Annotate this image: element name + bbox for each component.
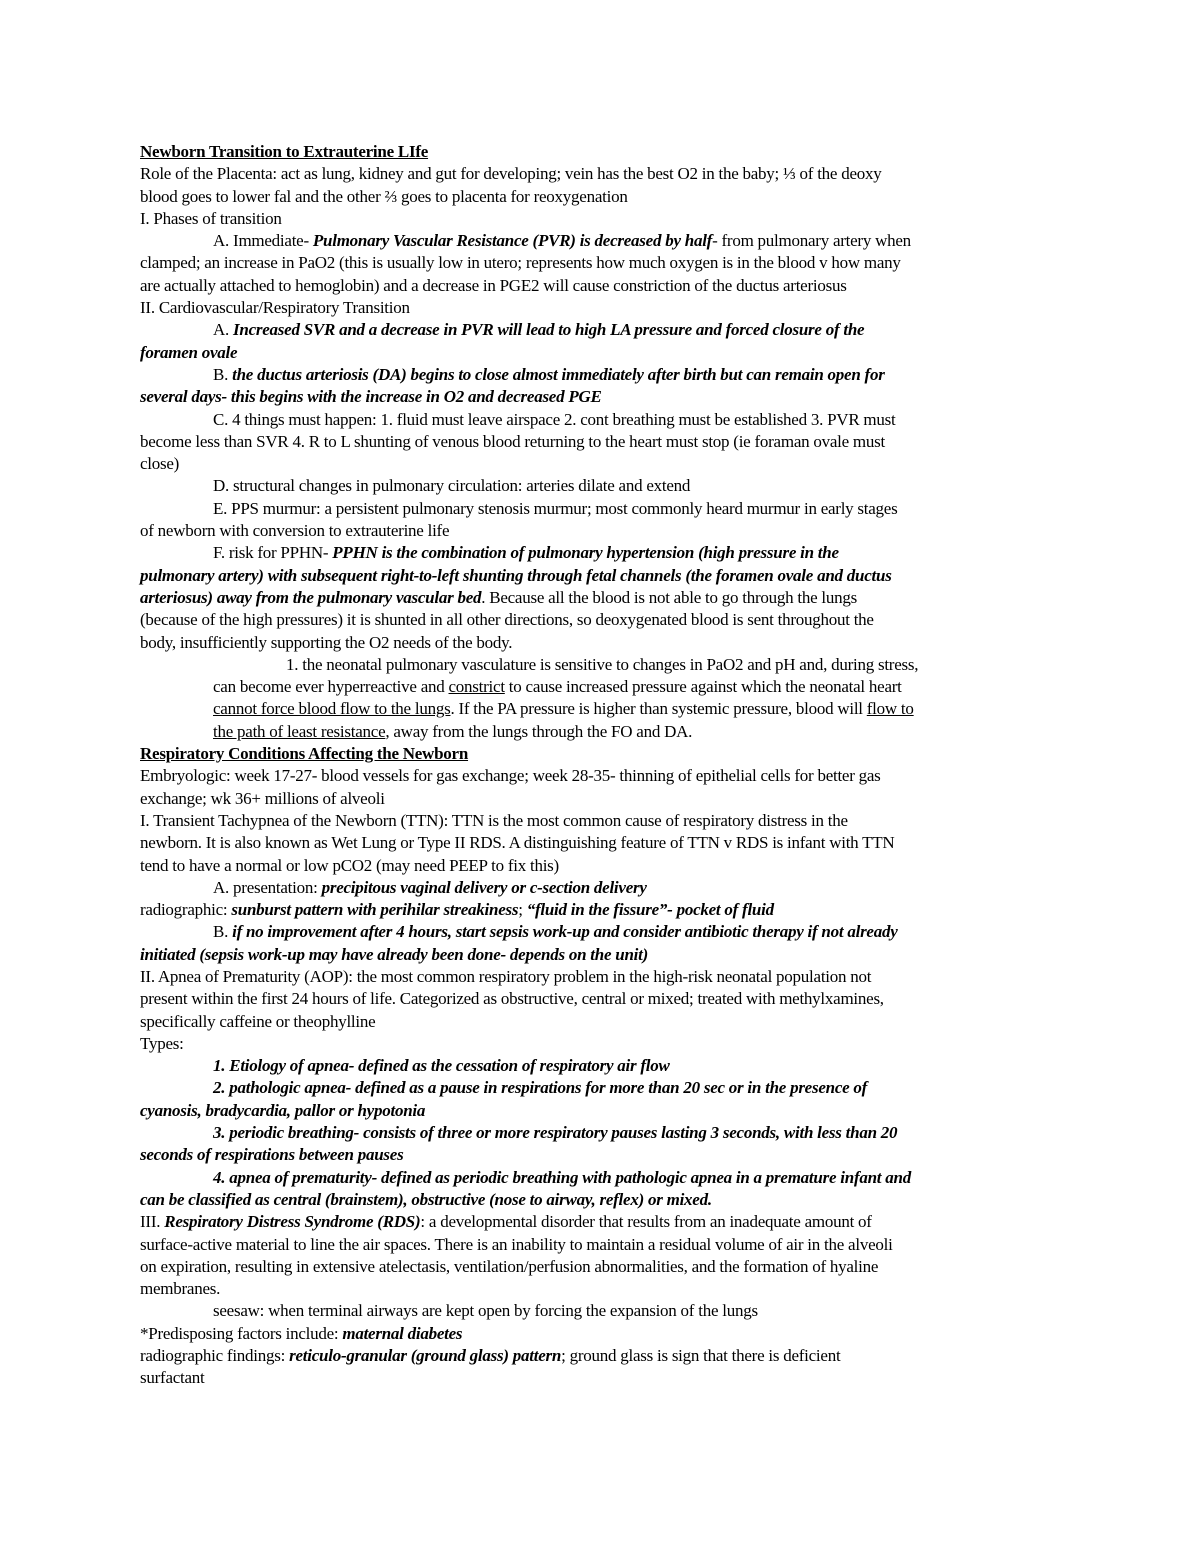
- ttn-item-b: B. if no improvement after 4 hours, start sepsis work-up and consider antibiotic therapy if not already: [213, 922, 898, 942]
- document-title: Newborn Transition to Extrauterine LIfe: [140, 142, 429, 161]
- embryologic-line-2: exchange; wk 36+ millions of alveoli: [140, 788, 385, 808]
- ttn-radiographic: radiographic: sunburst pattern with perihilar streakiness; “fluid in the fissure”- pocket of fluid: [140, 900, 774, 920]
- rds-radiographic: radiographic findings: reticulo-granular (ground glass) pattern; ground glass is sign that there is deficient: [140, 1346, 841, 1366]
- cardio-item-f1-line-2: can become ever hyperreactive and constrict to cause increased pressure against which the neonatal heart: [213, 677, 902, 697]
- apnea-type-4-line-2: can be classified as central (brainstem), obstructive (nose to airway, reflex) or mixed.: [140, 1189, 712, 1209]
- apnea-type-4: 4. apnea of prematurity- defined as periodic breathing with pathologic apnea in a premature infant and: [213, 1167, 911, 1187]
- cardio-item-f: F. risk for PPHN- PPHN is the combination of pulmonary hypertension (high pressure in the: [213, 543, 839, 563]
- rds-radiographic-line-2: surfactant: [140, 1368, 205, 1388]
- ttn-item-a: A. presentation: precipitous vaginal delivery or c-section delivery: [213, 877, 647, 897]
- aop-line-1: II. Apnea of Prematurity (AOP): the most common respiratory problem in the high-risk neonatal population not: [140, 966, 872, 986]
- rds-seesaw: seesaw: when terminal airways are kept open by forcing the expansion of the lungs: [213, 1301, 758, 1321]
- cardio-item-f-line-4: (because of the high pressures) it is shunted in all other directions, so deoxygenated blood is sent throughout the: [140, 610, 874, 630]
- cardio-item-c-line-3: close): [140, 454, 180, 474]
- apnea-type-2-line-2: cyanosis, bradycardia, pallor or hypotonia: [140, 1100, 426, 1120]
- rds-line-2: surface-active material to line the air spaces. There is an inability to maintain a residual volume of air in the alveoli: [140, 1234, 893, 1254]
- apnea-type-2: 2. pathologic apnea- defined as a pause in respirations for more than 20 sec or in the presence of: [213, 1078, 868, 1098]
- cardio-item-f1: 1. the neonatal pulmonary vasculature is sensitive to changes in PaO2 and pH and, during stress,: [286, 654, 919, 674]
- cardio-item-b-line-2: several days- this begins with the increase in O2 and decreased PGE: [140, 387, 602, 407]
- aop-line-3: specifically caffeine or theophylline: [140, 1011, 376, 1031]
- embryologic-line-1: Embryologic: week 17-27- blood vessels for gas exchange; week 28-35- thinning of epithelial cells for better gas: [140, 766, 881, 786]
- apnea-type-3-line-2: seconds of respirations between pauses: [140, 1145, 404, 1165]
- cardio-item-c-line-2: become less than SVR 4. R to L shunting of venous blood returning to the heart must stop (ie foraman ovale must: [140, 431, 885, 451]
- resp-heading: Respiratory Conditions Affecting the Newborn: [140, 744, 469, 764]
- cardio-item-a: A. Increased SVR and a decrease in PVR will lead to high LA pressure and forced closure of the: [213, 320, 865, 340]
- cardio-item-f-line-5: body, insufficiently supporting the O2 needs of the body.: [140, 632, 513, 652]
- ttn-line-2: newborn. It is also known as Wet Lung or Type II RDS. A distinguishing feature of TTN v RDS is infant with TTN: [140, 833, 895, 853]
- rds-line-3: on expiration, resulting in extensive atelectasis, ventilation/perfusion abnormalities, and the formation of hyaline: [140, 1256, 879, 1276]
- cardio-item-d: D. structural changes in pulmonary circulation: arteries dilate and extend: [213, 476, 691, 496]
- cardio-item-f-line-2: pulmonary artery) with subsequent right-to-left shunting through fetal channels (the foramen ovale and ductus: [140, 565, 892, 585]
- cardio-item-e-line-2: of newborn with conversion to extrauterine life: [140, 521, 450, 541]
- cardio-item-c: C. 4 things must happen: 1. fluid must leave airspace 2. cont breathing must be established 3. PVR must: [213, 409, 896, 429]
- rds-predisposing: *Predisposing factors include: maternal diabetes: [140, 1323, 463, 1343]
- cardio-item-f-line-3: arteriosus) away from the pulmonary vascular bed. Because all the blood is not able to go through the lungs: [140, 587, 857, 607]
- ttn-line-3: tend to have a normal or low pCO2 (may need PEEP to fix this): [140, 855, 559, 875]
- phases-item-a-line-3: are actually attached to hemoglobin) and a decrease in PGE2 will cause constriction of the ductus arteriosus: [140, 275, 847, 295]
- apnea-type-3: 3. periodic breathing- consists of three or more respiratory pauses lasting 3 seconds, with less than 20: [213, 1123, 898, 1143]
- placenta-line-1: Role of the Placenta: act as lung, kidney and gut for developing; vein has the best O2 in the baby; ⅓ of the deoxy: [140, 164, 882, 184]
- cardio-item-b: B. the ductus arteriosis (DA) begins to close almost immediately after birth but can remain open for: [213, 364, 885, 384]
- apnea-types-label: Types:: [140, 1033, 184, 1053]
- rds-line-4: membranes.: [140, 1279, 221, 1299]
- cardio-item-a-line-2: foramen ovale: [140, 342, 238, 362]
- phases-heading: I. Phases of transition: [140, 208, 282, 228]
- document-page: [140, 141, 1060, 1390]
- placenta-line-2: blood goes to lower fal and the other ⅔ goes to placenta for reoxygenation: [140, 186, 628, 206]
- rds-line-1: III. Respiratory Distress Syndrome (RDS): a developmental disorder that results from an inadequate amount of: [140, 1212, 872, 1232]
- cardio-item-f1-line-3: cannot force blood flow to the lungs. If the PA pressure is higher than systemic pressure, blood will flow to: [213, 699, 914, 719]
- ttn-item-b-line-2: initiated (sepsis work-up may have already been done- depends on the unit): [140, 944, 649, 964]
- ttn-line-1: I. Transient Tachypnea of the Newborn (TTN): TTN is the most common cause of respiratory distress in the: [140, 810, 848, 830]
- phases-item-a-line-2: clamped; an increase in PaO2 (this is usually low in utero; represents how much oxygen is in the blood v how many: [140, 253, 901, 273]
- apnea-type-1: 1. Etiology of apnea- defined as the cessation of respiratory air flow: [213, 1056, 670, 1076]
- cardio-heading: II. Cardiovascular/Respiratory Transition: [140, 298, 410, 318]
- aop-line-2: present within the first 24 hours of life. Categorized as obstructive, central or mixed; treated with methylxamines,: [140, 989, 884, 1009]
- cardio-item-f1-line-4: the path of least resistance, away from the lungs through the FO and DA.: [213, 721, 693, 741]
- cardio-item-e: E. PPS murmur: a persistent pulmonary stenosis murmur; most commonly heard murmur in early stages: [213, 498, 898, 518]
- phases-item-a: A. Immediate- Pulmonary Vascular Resistance (PVR) is decreased by half- from pulmonary artery when: [213, 231, 911, 251]
